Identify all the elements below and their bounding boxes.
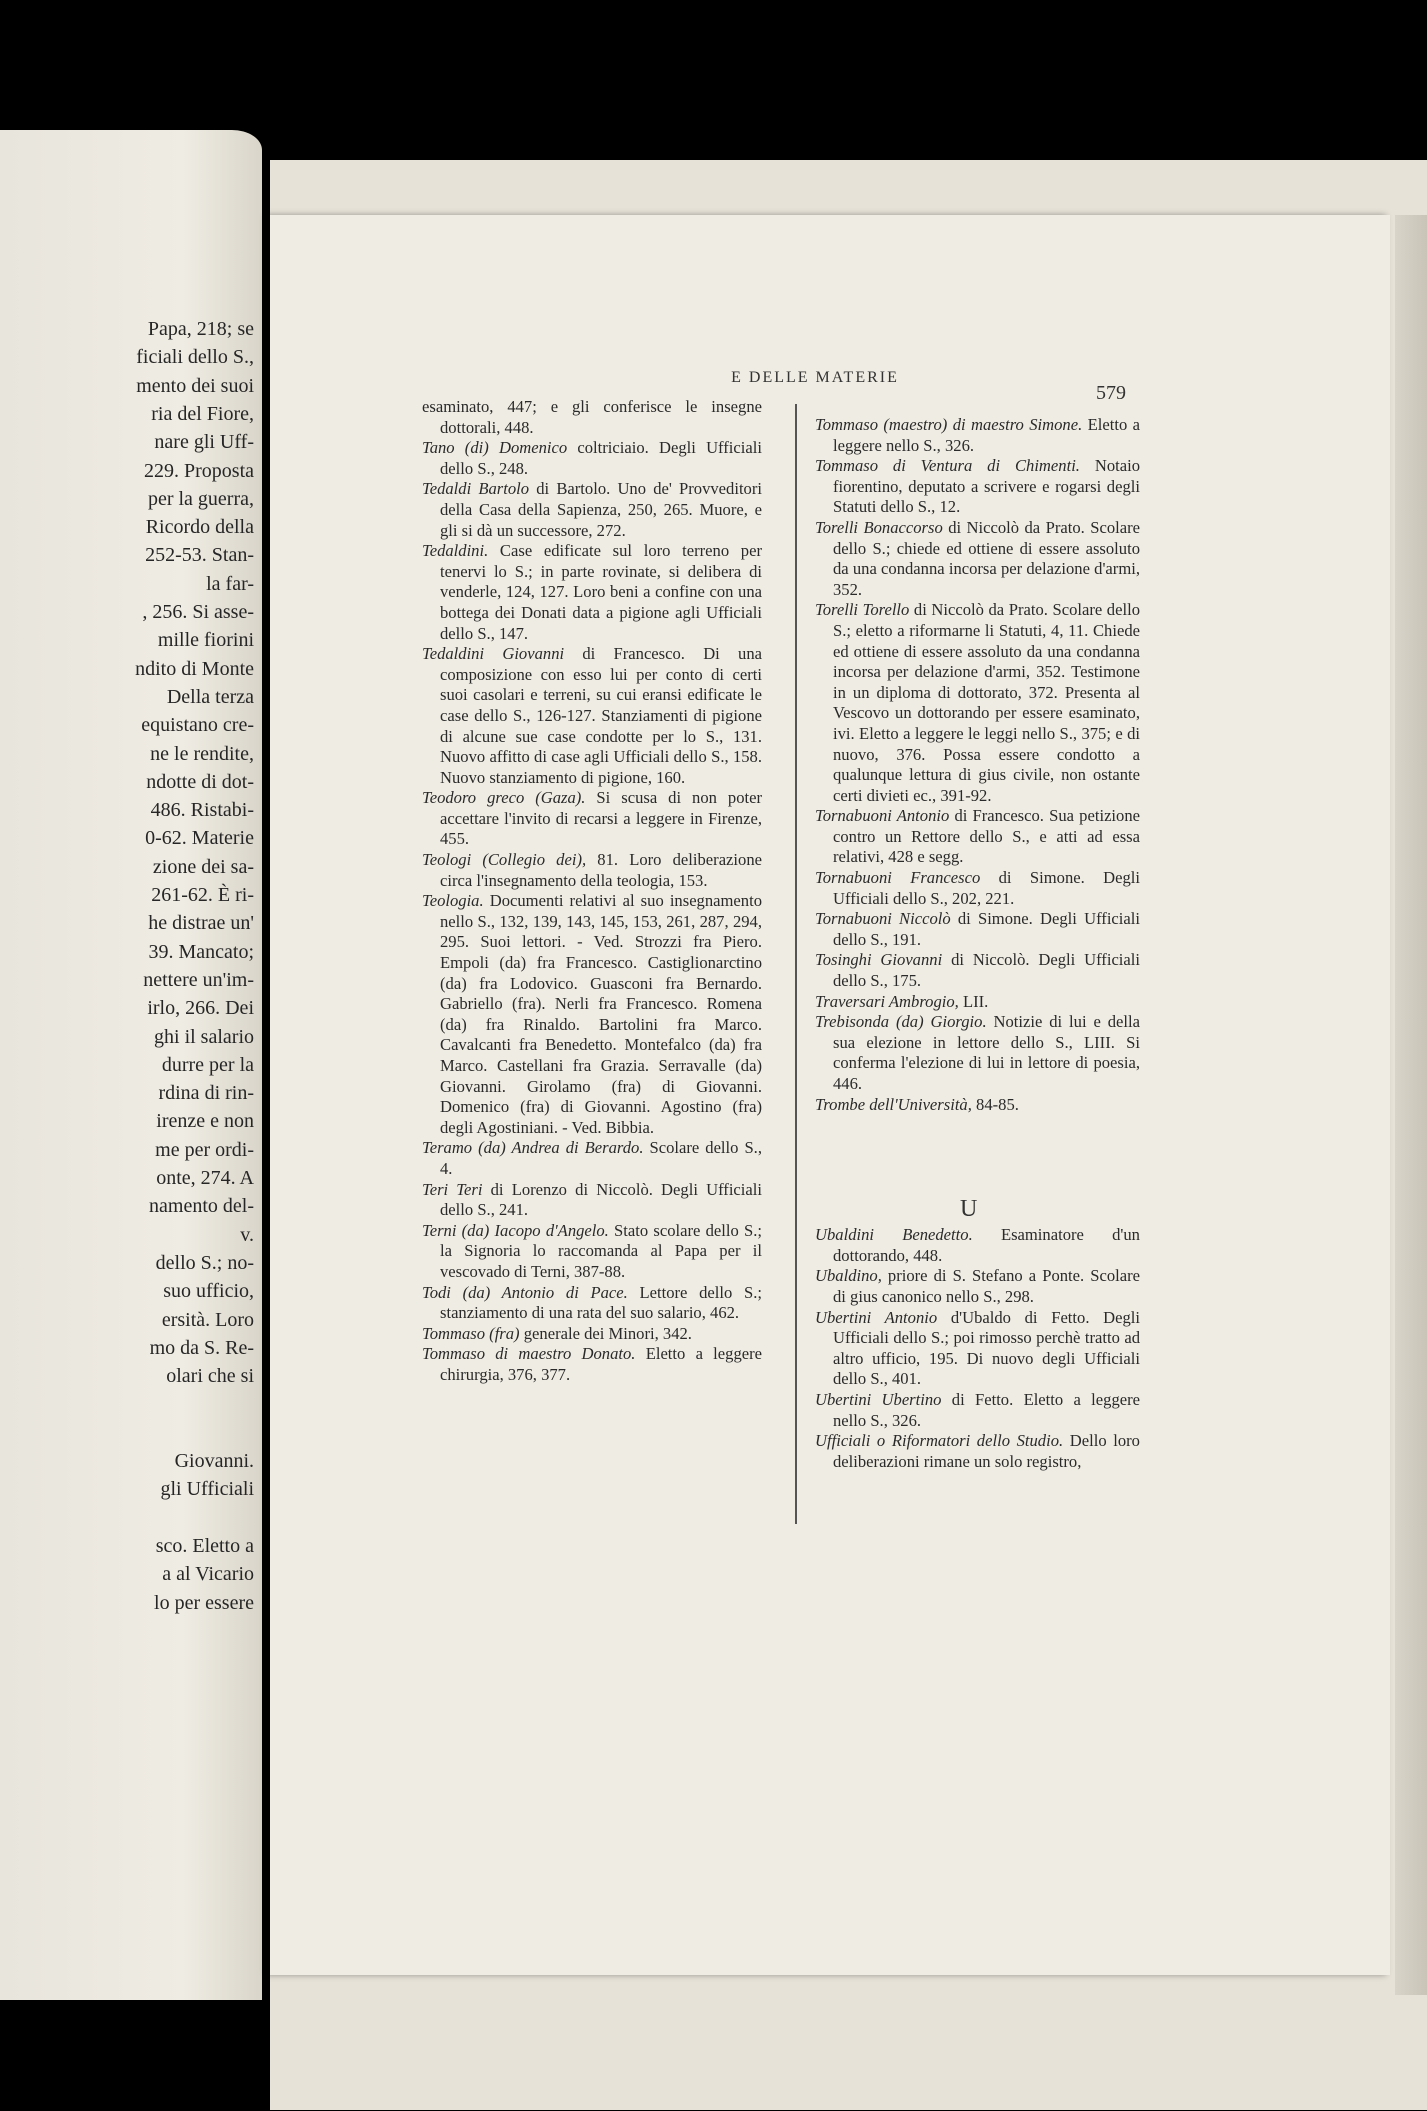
- entry-text: Notaio fiorentino, deputato a scrivere e rogarsi degli Statuti dello S., 12.: [833, 456, 1140, 517]
- index-entry: [815, 806, 1140, 868]
- section-letter: U: [960, 1196, 978, 1222]
- left-page-line: sco. Eletto a: [155, 1534, 254, 1557]
- left-page-line: 229. Proposta: [144, 459, 254, 482]
- left-page-line: la far-: [206, 572, 254, 595]
- left-page-line: 39. Mancato;: [148, 940, 254, 963]
- entry-text: Si scusa di non poter accettare l'invito di recarsi a leggere in Firenze, 455.: [440, 788, 762, 849]
- index-entry: [815, 1308, 1140, 1390]
- left-page-line: lo per essere: [154, 1591, 254, 1614]
- left-page-line: ndito di Monte: [135, 657, 254, 680]
- entry-heading: Tornabuoni Antonio: [815, 806, 950, 826]
- left-page-line: ghi il salario: [154, 1025, 254, 1048]
- index-entry: [422, 479, 762, 541]
- left-page-line: mo da S. Re-: [149, 1336, 254, 1359]
- index-column-right: [815, 415, 1140, 1472]
- index-entry: [815, 1012, 1140, 1094]
- entry-heading: Ubaldini Benedetto.: [815, 1225, 973, 1245]
- entry-heading: Terni (da) Iacopo d'Angelo.: [422, 1220, 609, 1240]
- entry-heading: Teologia.: [422, 891, 484, 911]
- left-page-line: ndotte di dot-: [146, 770, 254, 793]
- entry-text: di Francesco. Sua petizione contro un Rettore dello S., e atti ad essa relativi, 428 e segg.: [833, 806, 1141, 867]
- entry-heading: Teramo (da) Andrea di Berardo.: [422, 1138, 644, 1158]
- entry-heading: Tommaso (maestro) di maestro Simone.: [815, 415, 1083, 434]
- entry-heading: Todi (da) Antonio di Pace.: [422, 1282, 628, 1302]
- left-page-line: ria del Fiore,: [151, 402, 254, 425]
- index-entry: [815, 992, 1140, 1013]
- entry-text: 81. Loro deliberazione circa l'insegnamento della teologia, 153.: [440, 850, 762, 890]
- left-page-line: Giovanni.: [174, 1450, 254, 1472]
- left-page-line: rdina di rin-: [158, 1082, 254, 1105]
- left-page-line: , 256. Si asse-: [142, 601, 254, 623]
- index-entry: [815, 1225, 1140, 1266]
- page-number: 579: [1096, 382, 1126, 404]
- left-page-line: a al Vicario: [162, 1563, 254, 1586]
- entry-text: di Niccolò da Prato. Scolare dello S.; chiede ed ottiene di essere assoluto da una condanna incorsa per delazione d'armi, 352.: [833, 517, 1140, 599]
- entry-heading: Tedaldi Bartolo: [422, 479, 530, 499]
- left-page-line: Della terza: [166, 685, 254, 708]
- index-entry: [815, 1431, 1140, 1472]
- left-page-line: ersità. Loro: [161, 1308, 254, 1331]
- page-shadow: [1395, 215, 1427, 1995]
- index-entry: [422, 1344, 762, 1385]
- index-entry: [815, 518, 1140, 600]
- left-page-line: irlo, 266. Dei: [147, 997, 254, 1020]
- index-column-left: [422, 397, 762, 1386]
- left-page-line: suo ufficio,: [163, 1280, 254, 1303]
- entry-text: Dello loro deliberazioni rimane un solo registro,: [833, 1431, 1140, 1471]
- index-entry: [422, 891, 762, 1138]
- entry-heading: Ubaldino,: [815, 1266, 882, 1286]
- left-page-line: 261-62. È ri-: [151, 884, 254, 906]
- left-page-line: mille fiorini: [157, 629, 254, 652]
- index-section-u: [815, 1225, 1140, 1472]
- entry-heading: Tedaldini Giovanni: [422, 644, 565, 664]
- entry-text: Esaminatore d'un dottorando, 448.: [833, 1225, 1140, 1265]
- entry-heading: Trombe dell'Università,: [815, 1094, 972, 1114]
- running-head: E DELLE MATERIE: [731, 369, 899, 386]
- entry-heading: Traversari Ambrogio,: [815, 991, 959, 1011]
- left-page-line: durre per la: [161, 1053, 254, 1076]
- index-entry: [815, 950, 1140, 991]
- entry-text: Lettore dello S.; stanziamento di una rata del suo salario, 462.: [440, 1282, 762, 1323]
- entry-text: Notizie di lui e della sua elezione in lettore dello S., LIII. Si conferma l'elezione di lui in lettore di poesia, 446.: [833, 1012, 1140, 1093]
- index-entry: [815, 456, 1140, 518]
- entry-text: Documenti relativi al suo insegnamento nello S., 132, 139, 143, 145, 153, 261, 287, 294, 295. Suoi lettori. - Ved. Strozzi fra Piero. Empoli (da) fra Francesco. Castiglionarctino (da) fra Lodovico. Guasconi fra Bernardo. Gabriello (fra). Nerli fra Francesco. Romena (da) fra Rinaldo. Bartolini fra Marco. Cavalcanti fra Benedetto. Montefalco (da) fra Marco. Castellani fra Grazia. Serravalle (da) Giovanni. Girolamo (fra) di Giovanni. Domenico (fra) di Giovanni. Agostino (fra) degli Agostiniani. - Ved. Bibbia.: [440, 891, 762, 1137]
- left-page-line: gli Ufficiali: [160, 1478, 254, 1501]
- left-page-line: namento del-: [149, 1195, 254, 1218]
- index-entry: [422, 541, 762, 644]
- entry-text: di Simone. Degli Ufficiali dello S., 202, 221.: [833, 868, 1140, 908]
- entry-heading: Tornabuoni Niccolò: [815, 909, 951, 929]
- entry-text: di Niccolò da Prato. Scolare dello S.; eletto a riformarne li Statuti, 4, 11. Chiede ed ottiene di essere assoluto da una condanna incorsa per delazione d'armi, 352. Testimone in un diploma di dottorato, 372. Presenta al Vescovo un dottorando per essere esaminato, ivi. Eletto a leggere le leggi nello S., 375; e di nuovo, 376. Possa essere condotto a qualunque lettura di gius civile, non ostante certi divieti ec., 391-92.: [833, 600, 1140, 805]
- index-entry: [422, 397, 762, 438]
- entry-heading: Tano (di) Domenico: [422, 438, 568, 458]
- entry-heading: Torelli Bonaccorso: [815, 517, 943, 537]
- left-page-line: zione dei sa-: [152, 855, 254, 878]
- index-entry: [815, 415, 1140, 456]
- left-page-line: per la guerra,: [147, 487, 254, 510]
- left-page-line: irenze e non: [156, 1110, 254, 1133]
- left-page-line: ficiali dello S.,: [136, 346, 254, 369]
- index-section-t: [815, 415, 1140, 1115]
- left-page-line: Papa, 218; se: [147, 318, 254, 340]
- left-page-line: 486. Ristabi-: [150, 799, 254, 822]
- entry-text: coltriciaio. Degli Ufficiali dello S., 248.: [440, 438, 762, 478]
- left-page-line: nettere un'im-: [143, 968, 254, 991]
- entry-text: d'Ubaldo di Fetto. Degli Ufficiali dello S.; poi rimosso perchè tratto ad altro ufficio, 195. Di nuovo degli Ufficiali dello S., 401.: [833, 1307, 1141, 1389]
- entry-text: di Lorenzo di Niccolò. Degli Ufficiali dello S., 241.: [440, 1179, 762, 1220]
- index-entry: [422, 438, 762, 479]
- entry-text: di Bartolo. Uno de' Provveditori della Casa della Sapienza, 250, 265. Muore, e gli si dà un successore, 272.: [440, 479, 762, 540]
- entry-heading: Trebisonda (da) Giorgio.: [815, 1012, 987, 1032]
- column-divider: [795, 404, 797, 1524]
- index-entry: [815, 1266, 1140, 1307]
- left-page-line: onte, 274. A: [156, 1167, 254, 1189]
- left-page-line: olari che si: [166, 1365, 254, 1388]
- left-page-line: nare gli Uff-: [154, 431, 254, 454]
- entry-text: Eletto a leggere nello S., 326.: [833, 415, 1140, 455]
- left-page-line: 0-62. Materie: [145, 827, 254, 850]
- entry-heading: Ubertini Antonio: [815, 1307, 938, 1327]
- index-entry: [815, 909, 1140, 950]
- index-entry: [422, 1221, 762, 1283]
- left-page-line: Ricordo della: [145, 516, 254, 539]
- index-entry: [422, 1283, 762, 1324]
- index-entry: [422, 1138, 762, 1179]
- entry-text: Case edificate sul loro terreno per tenervi lo S.; in parte rovinate, si delibera di venderle, 124, 127. Loro beni a confine con una bottega dei Donati data a pigione agli Ufficiali dello S., 147.: [440, 541, 762, 643]
- left-page-line: mento dei suoi: [136, 374, 254, 397]
- left-page-line: v.: [240, 1223, 254, 1246]
- index-entry: [422, 788, 762, 850]
- entry-text: Scolare dello S., 4.: [440, 1138, 762, 1178]
- entry-heading: Ufficiali o Riformatori dello Studio.: [815, 1431, 1064, 1451]
- index-entry: [422, 850, 762, 891]
- entry-text: generale dei Minori, 342.: [519, 1323, 692, 1343]
- left-page-line: me per ordi-: [155, 1138, 254, 1161]
- entry-text: di Niccolò. Degli Ufficiali dello S., 175.: [833, 950, 1141, 991]
- index-entry: [815, 1390, 1140, 1431]
- entry-text: di Francesco. Di una composizione con esso lui per conto di certi suoi casolari e terreni, su cui eransi edificate le case dello S., 126-127. Stanziamenti di pigione di alcune sue case condotte per lo S., 131. Nuovo affitto di case agli Ufficiali dello S., 158. Nuovo stanziamento di pigione, 160.: [440, 644, 763, 787]
- entry-text: esaminato, 447; e gli conferisce le insegne dottorali, 448.: [422, 397, 762, 437]
- entry-heading: Tommaso di maestro Donato.: [422, 1344, 636, 1364]
- entry-heading: Ubertini Ubertino: [815, 1389, 942, 1409]
- left-page-fragment: [0, 130, 262, 2000]
- entry-heading: Tommaso (fra): [422, 1323, 520, 1343]
- entry-heading: Tommaso di Ventura di Chimenti.: [815, 456, 1080, 476]
- entry-heading: Tedaldini.: [422, 541, 489, 561]
- entry-text: priore di S. Stefano a Ponte. Scolare di gius canonico nello S., 298.: [833, 1266, 1140, 1306]
- left-page-line: ne le rendite,: [150, 742, 254, 765]
- entry-text: LII.: [958, 991, 989, 1011]
- entry-text: di Simone. Degli Ufficiali dello S., 191.: [833, 909, 1140, 949]
- entry-text: 84-85.: [971, 1094, 1019, 1114]
- index-entry: [815, 868, 1140, 909]
- entry-heading: Tosinghi Giovanni: [815, 950, 943, 970]
- entry-heading: Torelli Torello: [815, 600, 910, 620]
- index-entry: [815, 1095, 1140, 1116]
- left-page-line: equistano cre-: [141, 714, 254, 737]
- entry-text: Eletto a leggere chirurgia, 376, 377.: [440, 1344, 763, 1384]
- entry-heading: Tornabuoni Francesco: [815, 868, 981, 888]
- entry-text: Stato scolare dello S.; la Signoria lo raccomanda al Papa per il vescovado di Terni, 387-88.: [440, 1220, 762, 1281]
- entry-heading: Teodoro greco (Gaza).: [422, 788, 586, 808]
- index-entry: [815, 600, 1140, 806]
- left-page-line: he distrae un': [148, 912, 254, 935]
- entry-heading: Teologi (Collegio dei),: [422, 850, 587, 870]
- entry-heading: Teri Teri: [422, 1179, 483, 1199]
- entry-text: di Fetto. Eletto a leggere nello S., 326.: [833, 1389, 1141, 1430]
- index-entry: [422, 644, 762, 788]
- index-entry: [422, 1180, 762, 1221]
- left-page-line: 252-53. Stan-: [145, 544, 254, 567]
- left-page-line: dello S.; no-: [155, 1251, 254, 1274]
- index-entry: [422, 1324, 762, 1345]
